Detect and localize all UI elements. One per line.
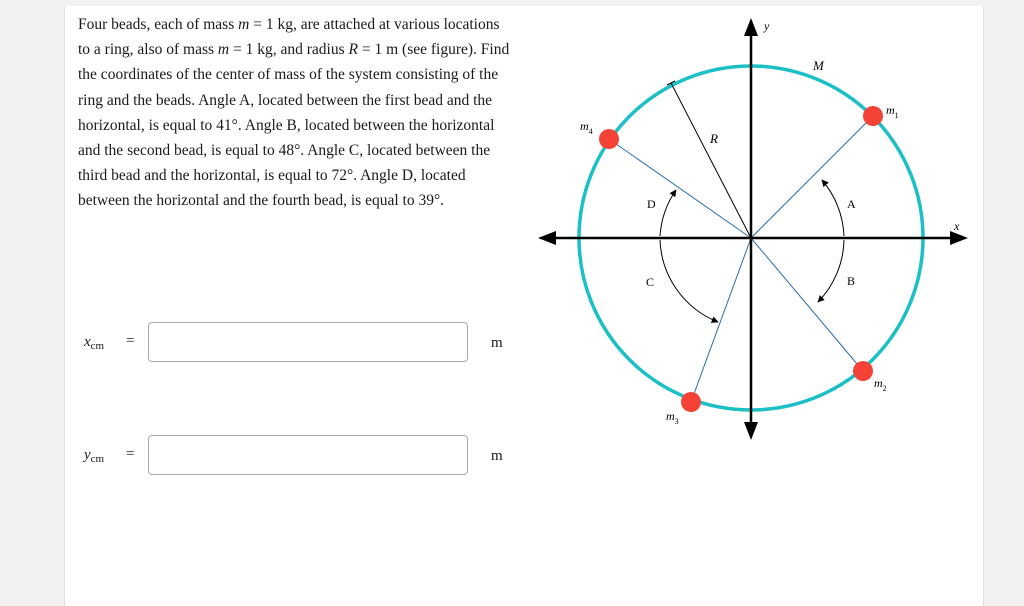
x-equals-sign: = (126, 333, 135, 349)
angle-label-d: D (647, 197, 656, 211)
angle-arc-a (822, 180, 844, 236)
radius-line (671, 83, 751, 238)
y-cm-unit: m (491, 448, 503, 464)
x-cm-unit: m (491, 335, 503, 351)
angle-label-a: A (847, 197, 856, 211)
bead-m2 (853, 361, 873, 381)
y-axis-label: y (764, 19, 770, 33)
bead-m2-label: $m_2$ (874, 376, 887, 393)
angle-label-b: B (847, 274, 856, 288)
spoke-m1 (751, 116, 873, 238)
radius-label: R (710, 131, 718, 146)
angle-arc-c (660, 240, 718, 322)
x-cm-label: $x_{cm}$ (84, 334, 105, 352)
spoke-m2 (751, 238, 863, 371)
x-axis-label: x (954, 219, 960, 233)
problem-text: Four beads, each of mass m = 1 kg, are attached at various locations to a ring, also of mass m = 1 kg, and radius R = 1 m (see figure). Find the coordinates of the center of mass of the system consisting of the ring and the beads. Angle A, located between the first bead and the horizontal, is equal to 41°. Angle B, located between the horizontal and the second bead, is equal to 48°. Angle C, located between the third bead and the horizontal, is equal to 72°. Angle D, located between the horizontal and the fourth bead, is equal to 39°. (78, 16, 510, 210)
bead-m3-label: $m_3$ (666, 409, 679, 426)
angle-arc-b (818, 240, 844, 302)
bead-m1-label: $m_1$ (886, 103, 899, 120)
x-axis-right-arrow (950, 231, 968, 245)
bead-m3 (681, 392, 701, 412)
y-cm-label: $y_{cm}$ (84, 447, 105, 465)
angle-arc-d (660, 190, 676, 236)
y-equals-sign: = (126, 446, 135, 462)
y-axis-bottom-arrow (744, 422, 758, 440)
bead-m4 (599, 129, 619, 149)
y-axis-top-arrow (744, 18, 758, 36)
spoke-m4 (609, 139, 751, 238)
bead-m1 (863, 106, 883, 126)
bead-m4-label: $m_4$ (580, 119, 593, 136)
ring-mass-label: M (813, 58, 824, 73)
x-axis-left-arrow (538, 231, 556, 245)
angle-label-c: C (646, 275, 655, 289)
spoke-m3 (691, 238, 751, 402)
